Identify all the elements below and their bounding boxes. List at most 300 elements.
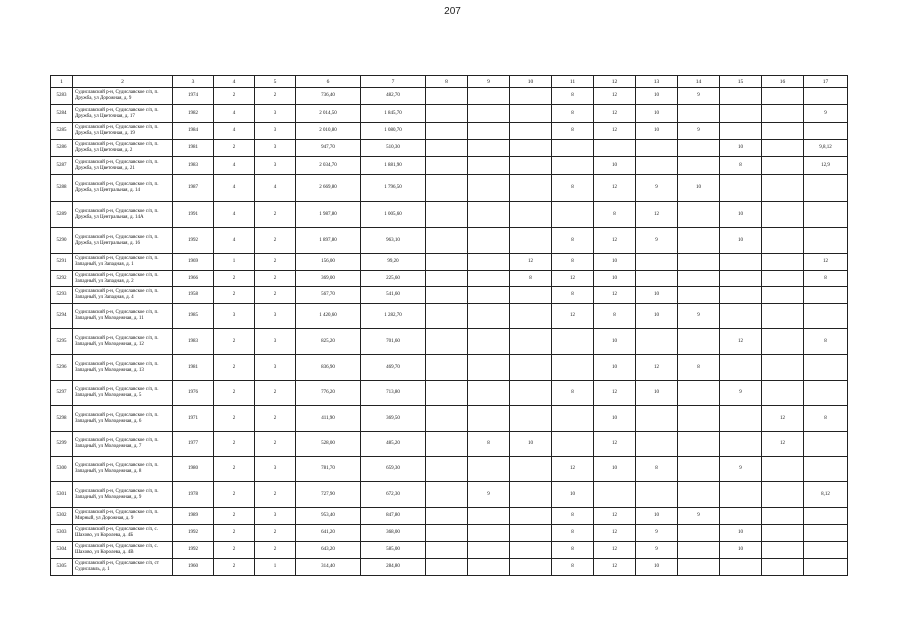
table-cell [468, 271, 510, 287]
table-cell: 3 [255, 140, 296, 157]
table-cell: 1 [255, 559, 296, 576]
table-cell [468, 175, 510, 202]
table-cell: 836,90 [296, 355, 361, 381]
table-row [51, 88, 848, 105]
table-cell: 12 [636, 202, 678, 228]
record-id-cell: 5304 [51, 542, 73, 559]
column-number-17: 17 [804, 76, 848, 88]
address-cell: Судиславский р-н, Судиславское с/п, п. Западный, ул Западная, д. 1 [73, 254, 173, 271]
table-cell [762, 175, 804, 202]
table-cell: 1980 [173, 457, 214, 482]
record-id-cell: 5291 [51, 254, 73, 271]
table-cell: 10 [720, 140, 762, 157]
table-cell [720, 175, 762, 202]
table-cell: 10 [510, 432, 552, 457]
table-cell [468, 329, 510, 355]
table-cell: 727,90 [296, 482, 361, 508]
table-cell: 1 282,70 [361, 304, 426, 329]
table-cell [678, 254, 720, 271]
table-cell: 2 [255, 271, 296, 287]
table-cell: 9 [678, 304, 720, 329]
record-id-cell: 5297 [51, 381, 73, 406]
table-cell [552, 406, 594, 432]
record-id-cell: 5299 [51, 432, 73, 457]
table-cell [762, 508, 804, 525]
column-number-11: 11 [552, 76, 594, 88]
column-number-4: 4 [214, 76, 255, 88]
table-cell [510, 123, 552, 140]
table-cell: 4 [214, 123, 255, 140]
table-row [51, 105, 848, 123]
address-cell: Судиславский р-н, Судиславское с/п, п. Западный, ул Западная, д. 4 [73, 287, 173, 304]
table-cell: 9 [678, 123, 720, 140]
table-cell: 1985 [173, 304, 214, 329]
column-number-row [51, 76, 848, 88]
table-cell [804, 432, 848, 457]
table-cell [678, 287, 720, 304]
table-cell [720, 271, 762, 287]
table-row [51, 542, 848, 559]
table-cell [804, 202, 848, 228]
table-cell [636, 140, 678, 157]
address-cell: Судиславский р-н, Судиславское с/п, п. Западный, ул Молодежная, д. 5 [73, 381, 173, 406]
table-cell: 8 [552, 105, 594, 123]
table-cell: 1983 [173, 157, 214, 175]
table-cell [762, 157, 804, 175]
table-cell [804, 525, 848, 542]
table-cell: 411,90 [296, 406, 361, 432]
table-cell: 12 [594, 175, 636, 202]
table-cell [762, 202, 804, 228]
table-cell: 1 845,70 [361, 105, 426, 123]
record-id-cell: 5288 [51, 175, 73, 202]
table-row [51, 559, 848, 576]
table-cell [426, 508, 468, 525]
table-row [51, 254, 848, 271]
table-cell: 2 [214, 287, 255, 304]
table-cell: 4 [255, 175, 296, 202]
address-cell: Судиславский р-н, Судиславское с/п, п. Западный, ул Молодежная, д. 13 [73, 355, 173, 381]
table-cell [468, 287, 510, 304]
table-row [51, 271, 848, 287]
table-cell [636, 432, 678, 457]
table-cell [552, 355, 594, 381]
table-cell: 12 [552, 457, 594, 482]
table-cell [678, 559, 720, 576]
address-cell: Судиславский р-н, Судиславское с/п, с. Шахово, ул Королева, д. 4Б [73, 525, 173, 542]
column-number-13: 13 [636, 76, 678, 88]
table-cell [762, 228, 804, 254]
table-cell: 8 [804, 271, 848, 287]
column-number-12: 12 [594, 76, 636, 88]
table-row [51, 406, 848, 432]
table-cell [762, 140, 804, 157]
table-cell [720, 508, 762, 525]
table-cell [762, 123, 804, 140]
table-cell [426, 525, 468, 542]
table-cell: 567,70 [296, 287, 361, 304]
table-cell: 8 [552, 228, 594, 254]
address-cell: Судиславский р-н, Судиславское с/п, п. Западный, ул Молодежная, д. 9 [73, 482, 173, 508]
record-id-cell: 5298 [51, 406, 73, 432]
table-cell [804, 355, 848, 381]
table-cell: 9 [636, 175, 678, 202]
column-number-6: 6 [296, 76, 361, 88]
record-id-cell: 5283 [51, 88, 73, 105]
table-cell [678, 228, 720, 254]
table-cell: 12 [594, 525, 636, 542]
table-cell [510, 157, 552, 175]
table-cell [720, 123, 762, 140]
table-cell: 10 [678, 175, 720, 202]
table-cell: 2 034,70 [296, 157, 361, 175]
table-cell: 2 [214, 140, 255, 157]
table-cell [678, 432, 720, 457]
table-cell [720, 105, 762, 123]
table-cell: 963,10 [361, 228, 426, 254]
table-cell [426, 88, 468, 105]
table-cell [468, 381, 510, 406]
table-cell: 1992 [173, 228, 214, 254]
table-cell [636, 157, 678, 175]
table-cell [510, 508, 552, 525]
table-cell [804, 287, 848, 304]
table-cell [678, 202, 720, 228]
table-cell [468, 228, 510, 254]
table-cell: 8 [594, 202, 636, 228]
table-cell: 1991 [173, 202, 214, 228]
table-cell [804, 542, 848, 559]
table-cell: 3 [255, 508, 296, 525]
table-cell: 3 [255, 304, 296, 329]
table-cell [468, 157, 510, 175]
table-cell [762, 105, 804, 123]
record-id-cell: 5284 [51, 105, 73, 123]
column-number-5: 5 [255, 76, 296, 88]
table-cell: 9 [636, 228, 678, 254]
address-cell: Судиславский р-н, Судиславское с/п, п. Дружба, ул Цветочная, д. 17 [73, 105, 173, 123]
column-number-15: 15 [720, 76, 762, 88]
table-cell [510, 457, 552, 482]
table-cell [762, 287, 804, 304]
table-cell [762, 304, 804, 329]
table-cell: 10 [636, 287, 678, 304]
record-id-cell: 5296 [51, 355, 73, 381]
table-cell: 8 [468, 432, 510, 457]
table-cell: 1 005,60 [361, 202, 426, 228]
table-cell: 2 [214, 525, 255, 542]
table-cell: 1974 [173, 88, 214, 105]
address-cell: Судиславский р-н, Судиславское с/п, п. Западный, ул Западная, д. 2 [73, 271, 173, 287]
table-cell: 1982 [173, 105, 214, 123]
table-cell [678, 105, 720, 123]
table-body [51, 76, 848, 576]
table-cell: 12,9 [804, 157, 848, 175]
table-cell [720, 88, 762, 105]
table-cell [426, 157, 468, 175]
table-cell [510, 525, 552, 542]
table-row [51, 525, 848, 542]
table-cell [510, 140, 552, 157]
table-cell [426, 123, 468, 140]
table-cell: 482,70 [361, 88, 426, 105]
address-cell: Судиславский р-н, Судиславское с/п, п. Западный, ул Молодежная, д. 7 [73, 432, 173, 457]
table-cell: 10 [594, 355, 636, 381]
table-row [51, 140, 848, 157]
table-cell: 12 [594, 432, 636, 457]
table-cell [510, 406, 552, 432]
table-cell: 10 [594, 157, 636, 175]
table-cell: 8 [594, 304, 636, 329]
table-cell: 12 [552, 271, 594, 287]
table-cell: 2 [214, 457, 255, 482]
table-cell: 585,00 [361, 542, 426, 559]
record-id-cell: 5286 [51, 140, 73, 157]
table-cell: 1 897,80 [296, 228, 361, 254]
table-cell: 1 080,70 [361, 123, 426, 140]
table-cell: 641,20 [296, 525, 361, 542]
table-cell [468, 140, 510, 157]
table-cell [678, 271, 720, 287]
table-row [51, 457, 848, 482]
table-cell: 10 [594, 254, 636, 271]
table-cell [426, 304, 468, 329]
table-cell [426, 355, 468, 381]
address-cell: Судиславский р-н, Судиславское с/п, п. Западный, ул Молодежная, д. 8 [73, 457, 173, 482]
table-cell: 8 [552, 559, 594, 576]
table-cell: 4 [214, 157, 255, 175]
table-cell [678, 140, 720, 157]
table-cell: 2 010,80 [296, 123, 361, 140]
table-cell: 369,00 [296, 271, 361, 287]
table-cell [720, 304, 762, 329]
table-cell: 3 [214, 304, 255, 329]
table-cell [426, 457, 468, 482]
table-cell: 10 [594, 406, 636, 432]
record-id-cell: 5305 [51, 559, 73, 576]
table-cell: 736,40 [296, 88, 361, 105]
table-cell: 9 [636, 542, 678, 559]
housing-register-table [50, 75, 848, 576]
column-number-14: 14 [678, 76, 720, 88]
table-cell [804, 175, 848, 202]
table-cell: 2 [255, 254, 296, 271]
table-cell: 2 [214, 355, 255, 381]
table-cell: 781,70 [296, 457, 361, 482]
table-row [51, 304, 848, 329]
table-cell [804, 381, 848, 406]
table-cell [636, 406, 678, 432]
record-id-cell: 5294 [51, 304, 73, 329]
table-cell: 8 [552, 508, 594, 525]
table-row [51, 123, 848, 140]
table-cell: 10 [594, 457, 636, 482]
table-cell: 1966 [173, 271, 214, 287]
table-cell [426, 140, 468, 157]
table-cell: 1981 [173, 355, 214, 381]
table-cell [762, 525, 804, 542]
table-cell: 10 [720, 542, 762, 559]
table-cell [762, 482, 804, 508]
table-cell [426, 175, 468, 202]
table-cell [804, 559, 848, 576]
table-cell: 12 [636, 355, 678, 381]
table-cell [762, 559, 804, 576]
table-cell: 1 881,90 [361, 157, 426, 175]
table-cell: 12 [594, 559, 636, 576]
table-cell [510, 542, 552, 559]
record-id-cell: 5289 [51, 202, 73, 228]
table-cell: 672,30 [361, 482, 426, 508]
table-cell [762, 271, 804, 287]
table-row [51, 228, 848, 254]
table-cell: 1 [214, 254, 255, 271]
table-cell: 10 [552, 482, 594, 508]
table-cell: 9 [720, 381, 762, 406]
table-cell [594, 140, 636, 157]
table-cell: 9 [678, 88, 720, 105]
table-cell [636, 482, 678, 508]
table-cell [510, 355, 552, 381]
table-cell [468, 525, 510, 542]
table-cell [468, 355, 510, 381]
table-cell [594, 482, 636, 508]
table-cell: 12 [720, 329, 762, 355]
table-cell [426, 254, 468, 271]
table-cell: 9 [636, 525, 678, 542]
table-cell [468, 542, 510, 559]
table-cell [678, 329, 720, 355]
record-id-cell: 5302 [51, 508, 73, 525]
record-id-cell: 5295 [51, 329, 73, 355]
address-cell: Судиславский р-н, Судиславское с/п, п. Дружба, ул Центральная, д. 14 [73, 175, 173, 202]
column-number-10: 10 [510, 76, 552, 88]
table-cell: 8 [720, 157, 762, 175]
table-cell: 1971 [173, 406, 214, 432]
table-cell: 2 [214, 559, 255, 576]
address-cell: Судиславский р-н, Судиславское с/п, п. Дружба, ул Цветочная, д. 19 [73, 123, 173, 140]
table-cell: 3 [255, 355, 296, 381]
table-row [51, 508, 848, 525]
address-cell: Судиславский р-н, Судиславское с/п, п. Дружба, ул Центральная, д. 14А [73, 202, 173, 228]
table-cell: 2 [214, 271, 255, 287]
table-cell [426, 542, 468, 559]
address-cell: Судиславский р-н, Судиславское с/п, п. Мирный, ул Дорожная, д. 9 [73, 508, 173, 525]
table-cell [720, 406, 762, 432]
table-cell: 2 [214, 542, 255, 559]
table-cell: 2 [255, 228, 296, 254]
table-cell: 8,12 [804, 482, 848, 508]
table-cell [510, 304, 552, 329]
table-cell: 4 [214, 202, 255, 228]
table-row [51, 329, 848, 355]
table-cell: 10 [636, 559, 678, 576]
table-cell: 2 [255, 287, 296, 304]
table-cell: 8 [552, 381, 594, 406]
table-cell [678, 482, 720, 508]
table-cell [510, 228, 552, 254]
table-cell [762, 88, 804, 105]
table-cell: 10 [720, 202, 762, 228]
table-cell: 510,30 [361, 140, 426, 157]
table-cell [510, 287, 552, 304]
table-cell: 284,80 [361, 559, 426, 576]
table-cell: 8 [552, 88, 594, 105]
table-cell [804, 228, 848, 254]
table-cell: 10 [636, 123, 678, 140]
table-cell [804, 508, 848, 525]
table-cell [552, 202, 594, 228]
table-cell: 3 [255, 157, 296, 175]
table-cell [720, 482, 762, 508]
table-cell [510, 559, 552, 576]
table-cell: 12 [804, 254, 848, 271]
table-cell [426, 105, 468, 123]
table-cell [636, 254, 678, 271]
table-cell: 776,20 [296, 381, 361, 406]
table-cell: 1977 [173, 432, 214, 457]
table-cell: 225,60 [361, 271, 426, 287]
table-cell [468, 254, 510, 271]
column-number-8: 8 [426, 76, 468, 88]
table-cell [510, 381, 552, 406]
table-cell: 12 [594, 105, 636, 123]
address-cell: Судиславский р-н, Судиславское с/п, п. Западный, ул Молодежная, д. 6 [73, 406, 173, 432]
table-cell: 12 [552, 304, 594, 329]
address-cell: Судиславский р-н, Судиславское с/п, п. Западный, ул Молодежная, д. 12 [73, 329, 173, 355]
table-cell [510, 482, 552, 508]
address-cell: Судиславский р-н, Судиславское с/п, п. Дружба, ул Дорожная, д. 9 [73, 88, 173, 105]
record-id-cell: 5285 [51, 123, 73, 140]
table-cell [720, 559, 762, 576]
table-cell: 3 [255, 123, 296, 140]
table-cell: 2 [214, 508, 255, 525]
table-cell [762, 355, 804, 381]
table-cell: 825,20 [296, 329, 361, 355]
table-cell [426, 432, 468, 457]
table-cell [762, 329, 804, 355]
address-cell: Судиславский р-н, Судиславское с/п, с. Шахово, ул Королева, д. 4В [73, 542, 173, 559]
table-cell [552, 157, 594, 175]
table-cell: 2 [214, 432, 255, 457]
table-cell [720, 254, 762, 271]
table-cell: 1969 [173, 254, 214, 271]
table-cell [678, 381, 720, 406]
table-cell [426, 271, 468, 287]
table-cell: 953,40 [296, 508, 361, 525]
table-cell: 8 [636, 457, 678, 482]
column-number-9: 9 [468, 76, 510, 88]
table-cell: 9 [468, 482, 510, 508]
table-cell: 1987 [173, 175, 214, 202]
table-cell [426, 202, 468, 228]
table-cell [678, 157, 720, 175]
table-cell: 156,00 [296, 254, 361, 271]
table-cell [720, 287, 762, 304]
table-cell [804, 123, 848, 140]
table-cell: 2 [255, 202, 296, 228]
table-cell: 12 [594, 381, 636, 406]
table-cell: 12 [594, 287, 636, 304]
table-cell: 2 [214, 88, 255, 105]
table-cell: 12 [762, 406, 804, 432]
table-row [51, 175, 848, 202]
table-cell: 1981 [173, 140, 214, 157]
table-cell: 10 [720, 525, 762, 542]
table-cell: 847,80 [361, 508, 426, 525]
table-cell [468, 406, 510, 432]
table-cell: 1984 [173, 123, 214, 140]
